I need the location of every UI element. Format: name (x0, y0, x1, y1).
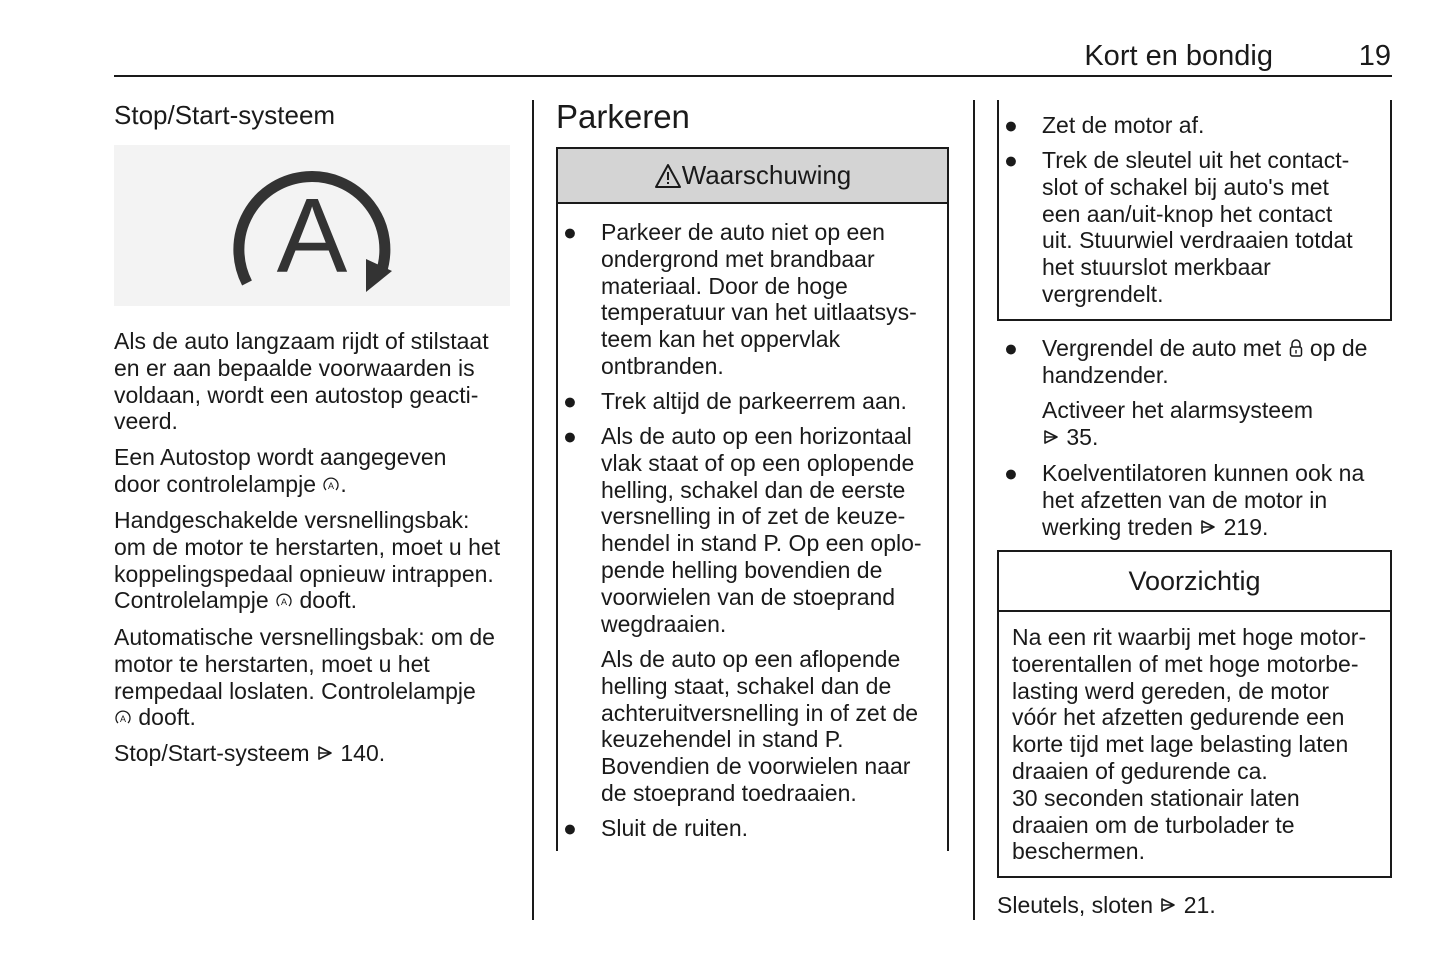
crossref-page: 140. (333, 740, 386, 766)
autostop-indicator-icon (322, 476, 340, 494)
item1-line-6: ontbranden. (601, 352, 724, 379)
paragraph-autostop (114, 328, 514, 435)
item3c-line-1: Als de auto op een aflopende (601, 646, 901, 672)
lock-icon (1288, 338, 1304, 358)
caution-line-7: 30 seconden stationair laten (1012, 784, 1300, 811)
bullet: ● (563, 388, 577, 414)
caution-body (1012, 624, 1382, 865)
paragraph-automatic-gearbox (114, 624, 514, 731)
paragraph-crossref-keys (997, 892, 1397, 919)
item3-line-1: Als de auto op een horizontaal (601, 423, 912, 449)
item3-line-8: wegdraaien. (601, 610, 727, 637)
item3-line-3: helling, schakel dan de eerste (601, 476, 906, 503)
caution-line-1: Na een rit waarbij met hoge motor- (1012, 624, 1367, 650)
warning-header (556, 147, 949, 204)
item1-line-5: teem kan het oppervlak (601, 326, 841, 353)
caution-line-9: beschermen. (1012, 838, 1145, 865)
bullet: ● (563, 815, 577, 841)
crossref-label: Stop/Start-systeem (114, 740, 310, 766)
item3c-line-5: Bovendien de voorwielen naar (601, 753, 911, 780)
warning-box (556, 147, 949, 851)
p4-line-3: rempedaal loslaten. Controlelampje (114, 677, 476, 704)
c3-item2-line-3: een aan/uit-knop het contact (1042, 200, 1333, 227)
item3c-line-3: achteruitversnelling in of zet de (601, 699, 919, 726)
p4-line-4 (114, 704, 514, 731)
list-item (1004, 112, 1402, 139)
svg-text:A: A (119, 714, 127, 725)
c3-item2-line-5: het stuurslot merkbaar (1042, 254, 1271, 281)
alarm-line-1: Activeer het alarmsysteem (1042, 397, 1313, 423)
svg-text:A: A (328, 480, 335, 491)
bullet: ● (563, 423, 577, 449)
lock-line-1 (1042, 335, 1402, 362)
column-divider-2 (973, 100, 975, 920)
bullet: ● (1004, 460, 1018, 486)
caution-line-2: toerentallen of met hoge motorbe- (1012, 650, 1359, 677)
header-rule (114, 75, 1392, 77)
item3c-line-2: helling staat, schakel dan de (601, 672, 892, 699)
p2-line-2 (114, 471, 514, 498)
p3-end: dooft. (293, 587, 358, 614)
page-reference-arrow-icon (316, 744, 334, 762)
c3-item2-line-4: uit. Stuurwiel verdraaien totdat (1042, 227, 1353, 254)
caution-line-4: vóór het afzetten gedurende een (1012, 704, 1345, 731)
column-divider-1 (532, 100, 534, 920)
list-item (563, 219, 961, 380)
crossref-keys-page: 21. (1177, 892, 1216, 918)
p4-line-2: motor te herstarten, moet u het (114, 650, 430, 677)
fan-line-3 (1042, 514, 1402, 541)
paragraph-indicator (114, 444, 514, 498)
item1-line-4: temperatuur van het uitlaatsys- (601, 299, 917, 326)
caution-line-5: korte tijd met lage belasting laten (1012, 731, 1349, 758)
alarm-line-2 (1042, 424, 1402, 451)
p3-line-4 (114, 587, 514, 614)
list-item (563, 388, 961, 415)
item3c-line-4: keuzehendel in stand P. (601, 726, 844, 753)
caution-line-6: draaien of gedurende ca. (1012, 757, 1268, 784)
list-item (1004, 460, 1402, 540)
crossref-keys-label: Sleutels, sloten (997, 892, 1153, 918)
alarm-ref: 35. (1060, 423, 1099, 450)
item3-line-5: hendel in stand P. Op een oplo- (601, 530, 922, 557)
item1-line-1: Parkeer de auto niet op een (601, 219, 885, 245)
p3-line-3: koppelingspedaal opnieuw intrappen. (114, 560, 494, 587)
list-item-continuation (601, 646, 961, 807)
lock-line-1-end: op de (1303, 335, 1368, 361)
list-item (563, 423, 961, 637)
autostop-figure-letter: A (276, 177, 348, 295)
section-heading-parkeren: Parkeren (556, 98, 690, 135)
running-header-title: Kort en bondig (1084, 40, 1273, 72)
p4-line-1: Automatische versnellingsbak: om de (114, 624, 495, 650)
p1-line-4: veerd. (114, 408, 178, 435)
p3-line-4-text: Controlelampje (114, 587, 269, 614)
crossref-stop-start (114, 740, 514, 767)
item3c-line-6: de stoeprand toedraaien. (601, 779, 857, 806)
p1-line-2: en er aan bepaalde voorwaarden is (114, 354, 475, 381)
page-reference-arrow-icon (1159, 896, 1177, 914)
p3-line-2: om de motor te herstarten, moet u het (114, 533, 501, 560)
warning-triangle-icon (654, 163, 682, 189)
bullet: ● (1004, 112, 1018, 138)
crossref-keys (997, 892, 1397, 919)
caution-line-8: draaien om de turbolader te (1012, 811, 1295, 838)
caution-line-3: lasting werd gereden, de motor (1012, 677, 1330, 704)
section-heading-stop-start: Stop/Start-systeem (114, 100, 336, 130)
list-item (1004, 335, 1402, 389)
autostop-indicator-icon (275, 592, 293, 610)
c3-item2-line-6: vergrendelt. (1042, 280, 1164, 307)
p2-line-1: Een Autostop wordt aangegeven (114, 444, 447, 470)
paragraph-crossref (114, 740, 514, 767)
page-reference-arrow-icon (1199, 518, 1217, 536)
autostop-figure (114, 145, 510, 306)
caution-box (997, 550, 1392, 878)
bullet: ● (563, 219, 577, 245)
fan-ref: 219. (1217, 513, 1269, 540)
item1-line-2: ondergrond met brandbaar (601, 245, 875, 272)
p1-line-3: voldaan, wordt een autostop geacti- (114, 381, 479, 408)
bullet: ● (1004, 147, 1018, 173)
list-item-continuation (1042, 397, 1402, 451)
caution-header: Voorzichtig (999, 552, 1390, 612)
paragraph-manual-gearbox (114, 507, 514, 614)
page-reference-arrow-icon (1042, 428, 1060, 446)
fan-line-3-text: werking treden (1042, 513, 1193, 540)
p3-line-1: Handgeschakelde versnellingsbak: (114, 507, 470, 533)
item2-line-1: Trek altijd de parkeerrem aan. (601, 388, 907, 414)
autostop-indicator-icon (114, 709, 132, 727)
c3-item2-line-2: slot of schakel bij auto's met (1042, 173, 1329, 200)
list-item (563, 815, 961, 842)
item3-line-4: versnelling in of zet de keuze- (601, 503, 906, 530)
lock-line-2: handzender. (1042, 361, 1169, 388)
p2-line-2-text: door controlelampje (114, 470, 317, 497)
lock-line-1-text: Vergrendel de auto met (1042, 335, 1282, 361)
list-item (1004, 147, 1402, 308)
p2-end: . (340, 470, 347, 497)
fan-line-2: het afzetten van de motor in (1042, 486, 1328, 513)
warning-label: Waarschuwing (681, 160, 852, 190)
c3-item1-line-1: Zet de motor af. (1042, 112, 1205, 138)
page-number: 19 (1358, 40, 1391, 72)
item4-line-1: Sluit de ruiten. (601, 815, 749, 841)
item1-line-3: materiaal. Door de hoge (601, 272, 848, 299)
bullet: ● (1004, 335, 1018, 361)
fan-line-1: Koelventilatoren kunnen ook na (1042, 460, 1365, 486)
svg-text:A: A (281, 597, 288, 608)
p1-line-1: Als de auto langzaam rijdt of stilstaat (114, 328, 489, 354)
c3-item2-line-1: Trek de sleutel uit het contact- (1042, 147, 1350, 173)
item3-line-2: vlak staat of op een oplopende (601, 449, 915, 476)
item3-line-6: pende helling bovendien de (601, 556, 883, 583)
item3-line-7: voorwielen van de stoeprand (601, 583, 896, 610)
p4-end: dooft. (132, 704, 196, 731)
